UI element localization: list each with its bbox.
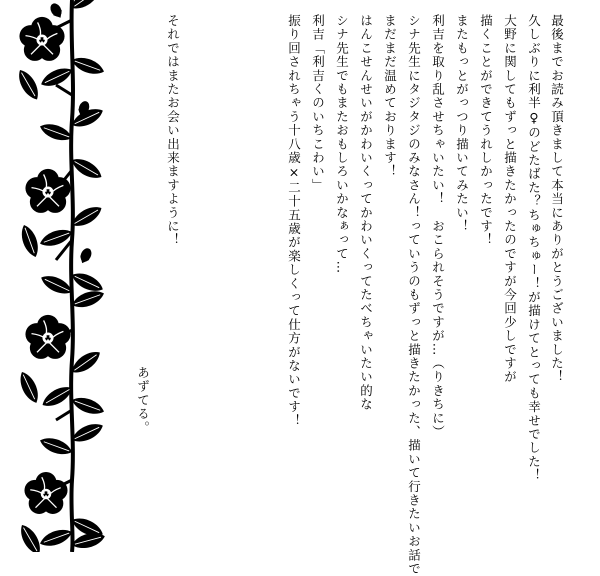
letter-line: 久しぶりに利半♀のどたばた？ちゅちゅー！が描けてとっても幸せでした！ (526, 14, 542, 483)
letter-line: またもっとがっつり描いてみたい！ (454, 14, 470, 234)
signature: あずてる。 (135, 366, 151, 435)
letter-line: 最後までお読み頂きまして本当にありがとうございました！ (549, 14, 565, 384)
letter-line: 利吉「利吉くのいちこわい」 (310, 14, 326, 193)
camellia-vine-border (0, 0, 110, 552)
letter-line: 大野に関してもずっと描きたかったのですが今回少しですが (502, 14, 518, 384)
letter-line: シナ先生にタジタジのみなさん！っていうのもずっと描きたかった、描いて行きたいお話で (406, 14, 422, 576)
letter-line: シナ先生でもまたおもしろいかなぁって… (334, 14, 350, 275)
letter-line: まだまだ温めております！ (382, 14, 398, 179)
letter-line: 描くことができてうれしかったです！ (478, 14, 494, 247)
letter-line: それではまたお会い出来ますように！ (165, 14, 181, 247)
letter-line: 利吉を取り乱させちゃいたい！ おこられそうですが…（りきちに） (430, 14, 446, 439)
letter-line: はんこせんせいがかわいくってかわいくってたべちゃいたい的な (358, 14, 374, 412)
letter-line: 振り回されちゃう十八歳×二十五歳が楽しくって仕方がないです！ (286, 14, 302, 428)
